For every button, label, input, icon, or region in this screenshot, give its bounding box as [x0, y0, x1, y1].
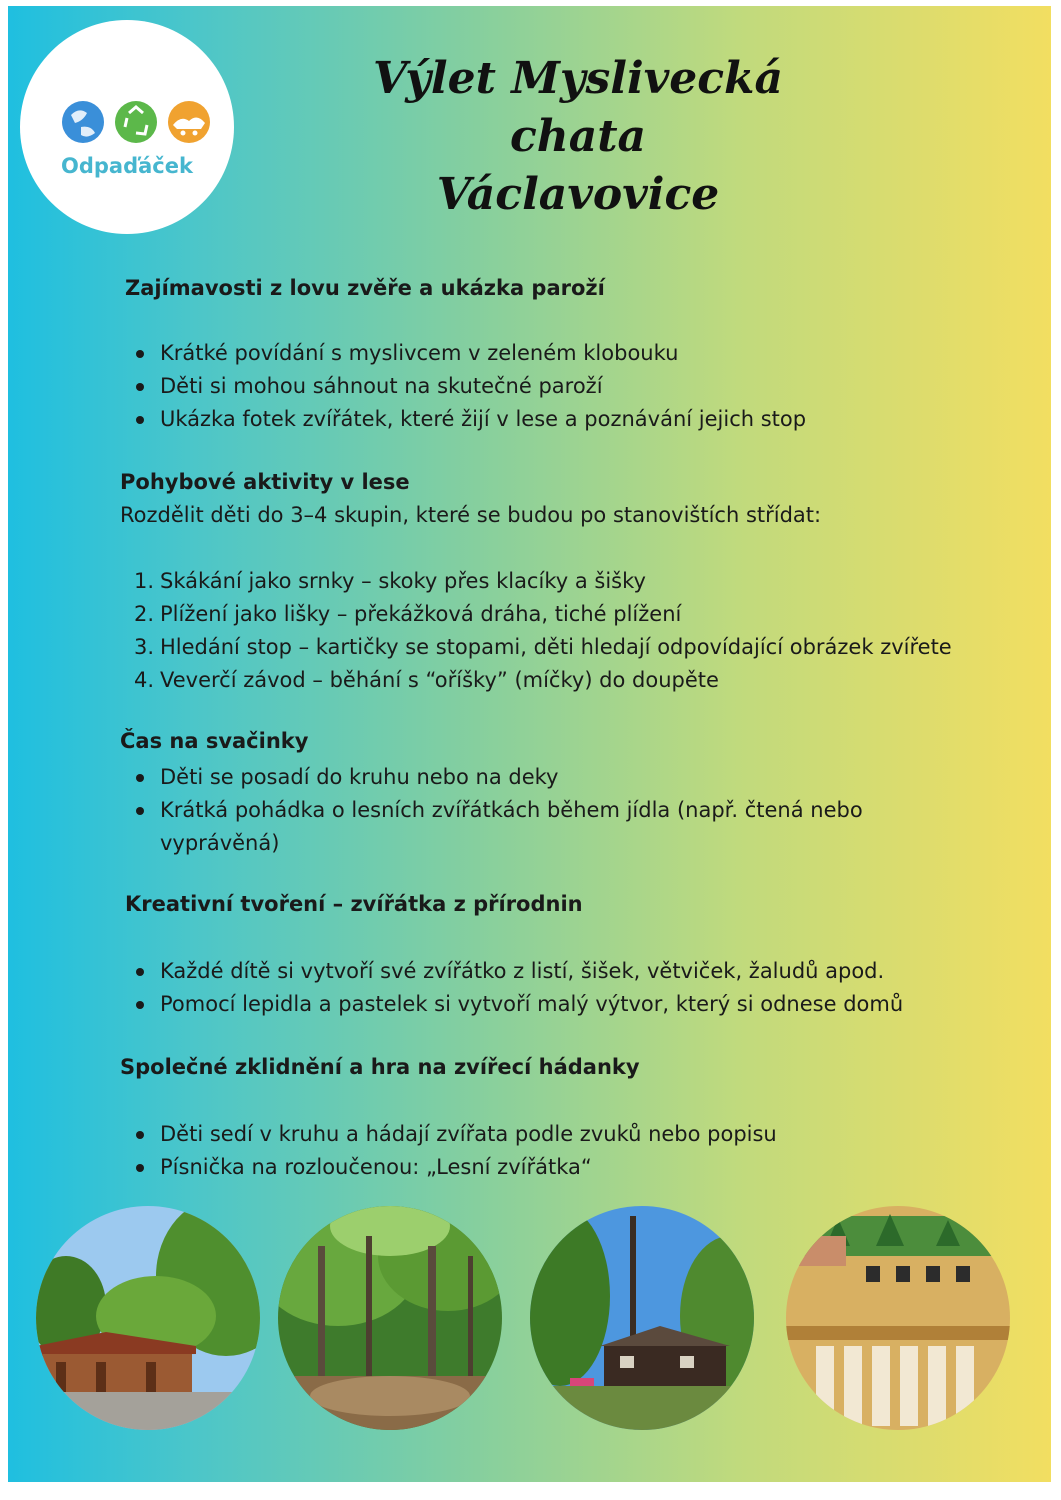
movement-intro: Rozdělit děti do 3–4 skupin, které se budou po stanovištích střídat: — [120, 503, 822, 527]
list-item: Děti si mohou sáhnout na skutečné paroží — [128, 370, 1018, 403]
list-item: 3. Hledání stop – kartičky se stopami, děti hledají odpovídající obrázek zvířete — [134, 635, 952, 659]
list-item: 2. Plížení jako lišky – překážková dráha, tiché plížení — [134, 602, 682, 626]
creative-list — [128, 955, 1028, 1021]
list-item: Děti sedí v kruhu a hádají zvířata podle zvuků nebo popisu — [128, 1118, 1028, 1151]
list-item: Pomocí lepidla a pastelek si vytvoří malý výtvor, který si odnese domů — [128, 988, 1028, 1021]
movement-list — [128, 565, 1038, 697]
animal-icon — [168, 101, 210, 143]
section-heading-hunting: Zajímavosti z lovu zvěře a ukázka paroží — [125, 276, 605, 300]
snack-list — [128, 761, 888, 860]
list-item: Krátká pohádka o lesních zvířátkách během jídla (např. čtená nebo vyprávěná) — [128, 794, 888, 860]
list-item: Krátké povídání s myslivcem v zeleném klobouku — [128, 337, 1018, 370]
list-item: Každé dítě si vytvoří své zvířátko z listí, šišek, větviček, žaludů apod. — [128, 955, 1028, 988]
section-heading-snack: Čas na svačinky — [120, 729, 309, 753]
list-item: 4. Veverčí závod – běhání s “oříšky” (míčky) do doupěte — [134, 668, 719, 692]
title-line-2: Václavovice — [436, 169, 720, 220]
logo — [20, 20, 234, 234]
forest-photo — [278, 1206, 502, 1430]
calm-list — [128, 1118, 1028, 1184]
list-item: Písnička na rozloučenou: „Lesní zvířátka“ — [128, 1151, 1028, 1184]
lodge-photo — [530, 1206, 754, 1430]
section-heading-calm: Společné zklidnění a hra na zvířecí hádanky — [120, 1055, 640, 1079]
logo-icons — [61, 97, 211, 147]
flyer-page — [8, 6, 1051, 1482]
recycle-icon — [115, 101, 157, 143]
globe-icon — [62, 101, 104, 143]
section-heading-movement: Pohybové aktivity v lese — [120, 470, 410, 494]
list-item: Ukázka fotek zvířátek, které žijí v lese a poznávání jejich stop — [128, 403, 1018, 436]
section-heading-creative: Kreativní tvoření – zvířátka z přírodnin — [125, 892, 583, 916]
list-item: Děti se posadí do kruhu nebo na deky — [128, 761, 888, 794]
page-title — [298, 50, 858, 224]
logo-text: Odpaďáček — [61, 154, 193, 178]
title-line-1: Výlet Myslivecká chata — [372, 53, 784, 162]
cabin-photo — [36, 1206, 260, 1430]
hunting-list — [128, 337, 1018, 436]
list-item: 1. Skákání jako srnky – skoky přes klacíky a šišky — [134, 569, 646, 593]
display-board-photo — [786, 1206, 1010, 1430]
